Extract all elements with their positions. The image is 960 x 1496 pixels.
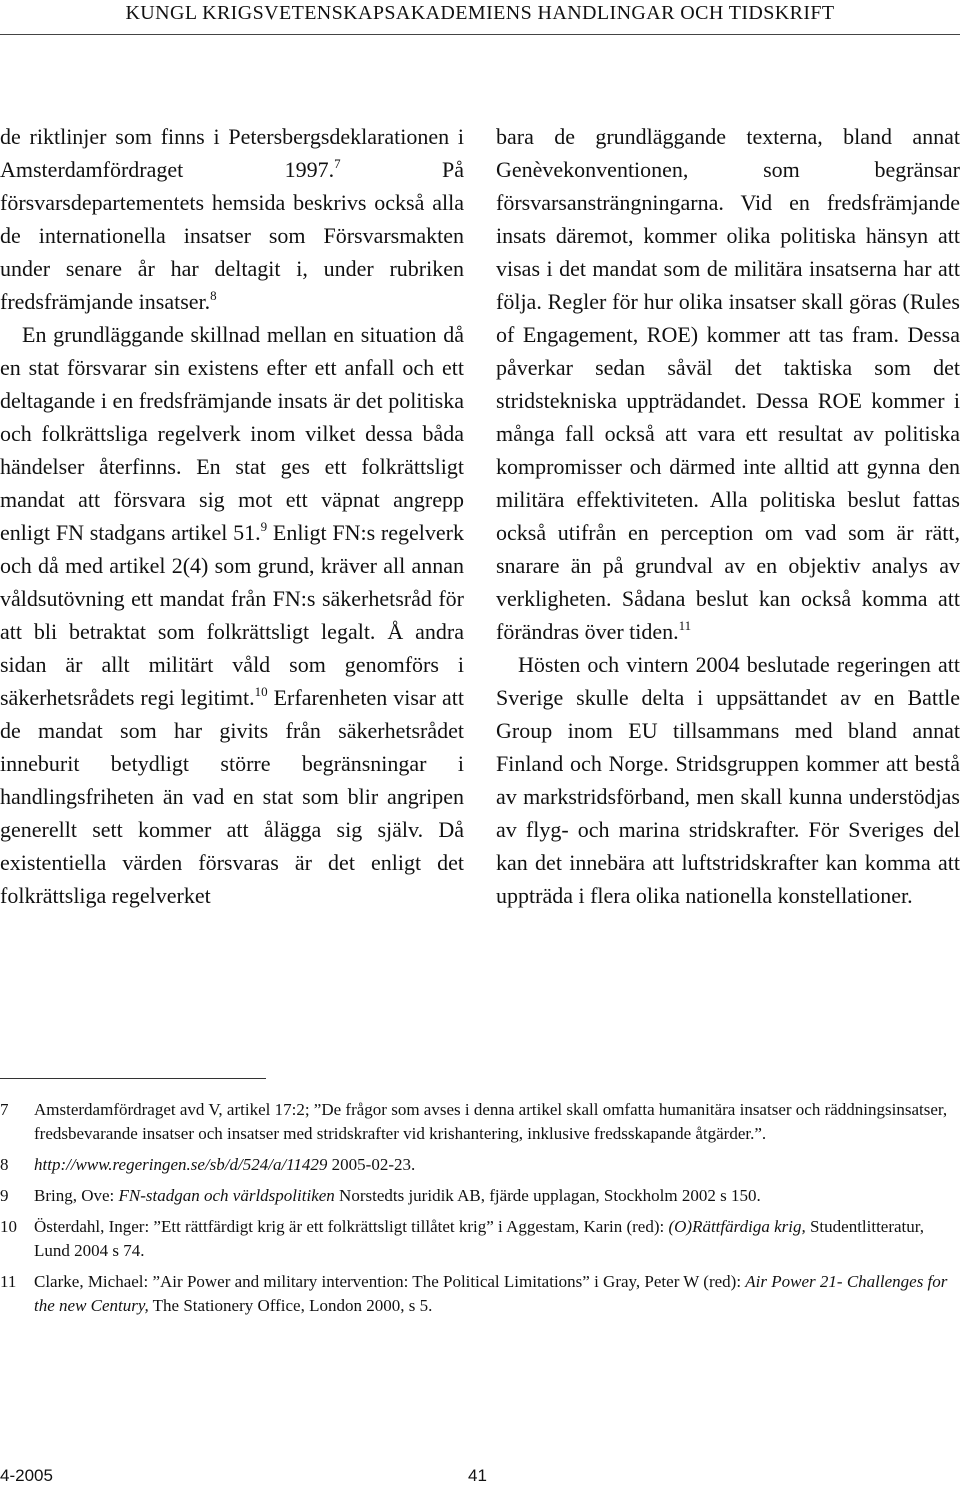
right-column	[496, 120, 960, 912]
page-number: 41	[468, 1466, 487, 1485]
left-paragraph-1	[0, 120, 464, 318]
footnote-8	[0, 1153, 960, 1177]
text-run: Erfarenheten visar att de mandat som har givits från säkerhetsrådet inneburit betydligt större begränsningar i handlingsfriheten än vad en stat som blir angripen generellt sett kommer att ålägga sig själv. Då existentiella värden försvaras är det enligt det folkrättsliga regelverket	[0, 685, 464, 908]
right-paragraph-1	[496, 120, 960, 648]
footnote-number: 11	[0, 1272, 17, 1291]
footnote-number: 8	[0, 1155, 9, 1174]
work-title: (O)Rättfärdiga krig,	[668, 1217, 806, 1236]
footnote-ref-9[interactable]: 9	[260, 519, 268, 534]
text-run: På försvarsdepartementets hemsida beskrivs också alla de internationella insatser som Försvarsmakten under senare år har deltagit i, under rubriken fredsfrämjande insatser.	[0, 157, 465, 314]
text-run: Österdahl, Inger: ”Ett rättfärdigt krig är ett folkrättsligt tillåtet krig” i Aggestam, Karin (red):	[34, 1217, 669, 1236]
footnote-text	[34, 1215, 960, 1263]
text-run: bara de grundläggande texterna, bland annat Genèvekonventionen, som begränsar försvarsansträngningarna. Vid en fredsfrämjande insats däremot, kommer olika politiska hänsyn att visas i det mandat som de militära insatserna har att följa. Regler för hur olika insatser skall göras (Rules of Engagement, ROE) kommer att tas fram. Dessa påverkar sedan såväl det taktiska som det stridstekniska uppträdandet. Dessa ROE kommer i många fall också att vara ett resultat av politiska kompromisser och därmed inte alltid att gynna den militära effektiviteten. Alla politiska beslut fattas också utifrån en perception om vad som är rätt, snarare än på grundval av en objektiv analys av verkligheten. Sådana beslut kan också komma att förändras över tiden.	[496, 124, 960, 644]
text-run: Norstedts juridik AB, fjärde upplagan, Stockholm 2002 s 150.	[334, 1186, 761, 1205]
footnote-7	[0, 1098, 960, 1146]
footnote-9	[0, 1184, 960, 1208]
text-run: En grundläggande skillnad mellan en situation då en stat försvarar sin existens efter ett anfall och ett deltagande i en fredsfrämjande insats är det politiska och folkrättsliga regelverk inom vilket dessa båda händelser återfinns. En stat ges ett folkrättsligt mandat att försvara sig mot ett väpnat angrepp enligt FN stadgans artikel 51.	[0, 322, 464, 545]
text-run: The Stationery Office, London 2000, s 5.	[148, 1296, 433, 1315]
work-title: Air Power 21- Challenges for the new Century,	[34, 1272, 948, 1315]
header-divider	[0, 34, 960, 35]
text-run: Enligt FN:s regelverk och då med artikel 2(4) som grund, kräver all annan våldsutövning ett mandat från FN:s säkerhetsråd för att bli betraktat som folkrättsligt legalt. Å andra sidan är allt militärt våld som genomförs i säkerhetsrådets regi legitimt.	[0, 520, 464, 710]
footnote-text	[34, 1184, 960, 1208]
footnote-link[interactable]: http://www.regeringen.se/sb/d/524/a/11429	[34, 1155, 328, 1174]
work-title: FN-stadgan och världspolitiken	[118, 1186, 335, 1205]
text-run: Studentlitteratur, Lund 2004 s 74.	[34, 1217, 925, 1260]
issue-label: 4-2005	[0, 1466, 53, 1485]
text-run: Clarke, Michael: ”Air Power and military intervention: The Political Limitations” i Gray, Peter W (red):	[34, 1272, 746, 1291]
footnote-number: 9	[0, 1186, 9, 1205]
footnote-11	[0, 1270, 960, 1318]
footnote-ref-11[interactable]: 11	[678, 618, 692, 633]
footnote-number: 10	[0, 1217, 17, 1236]
footnote-10	[0, 1215, 960, 1263]
left-paragraph-2	[0, 318, 464, 912]
footnote-number: 7	[0, 1100, 9, 1119]
text-run: Amsterdamfördraget avd V, artikel 17:2; ”De frågor som avses i denna artikel skall omfatta humanitära insatser och räddningsinsatser, fredsbevarande insatser och insatser med stridskrafter vid krishantering, inklusive fredsskapande åtgärder.”.	[34, 1100, 948, 1143]
footnotes	[0, 1098, 960, 1325]
right-paragraph-2: Hösten och vintern 2004 beslutade regeringen att Sverige skulle delta i uppsättandet av en Battle Group inom EU tillsammans med bland annat Finland och Norge. Stridsgruppen kommer att bestå av markstridsförband, men skall kunna understödjas av flyg- och marina stridskrafter. För Sveriges del kan det innebära att luftstridskrafter kan komma att uppträda i flera olika nationella konstellationer.	[496, 652, 960, 908]
text-run: de riktlinjer som finns i Petersbergsdeklarationen i Amsterdamfördraget 1997.	[0, 124, 464, 182]
footnote-ref-10[interactable]: 10	[254, 684, 268, 699]
footnote-ref-7[interactable]: 7	[334, 156, 341, 171]
left-column	[0, 120, 464, 912]
footnote-text	[34, 1153, 960, 1177]
running-header: KUNGL KRIGSVETENSKAPSAKADEMIENS HANDLINGAR OCH TIDSKRIFT	[125, 2, 835, 24]
footnote-ref-8[interactable]: 8	[210, 288, 217, 303]
footnote-text	[34, 1098, 960, 1146]
footnote-text	[34, 1270, 960, 1318]
footnote-divider	[0, 1078, 266, 1079]
text-run: 2005-02-23.	[327, 1155, 416, 1174]
text-run: Bring, Ove:	[34, 1186, 119, 1205]
